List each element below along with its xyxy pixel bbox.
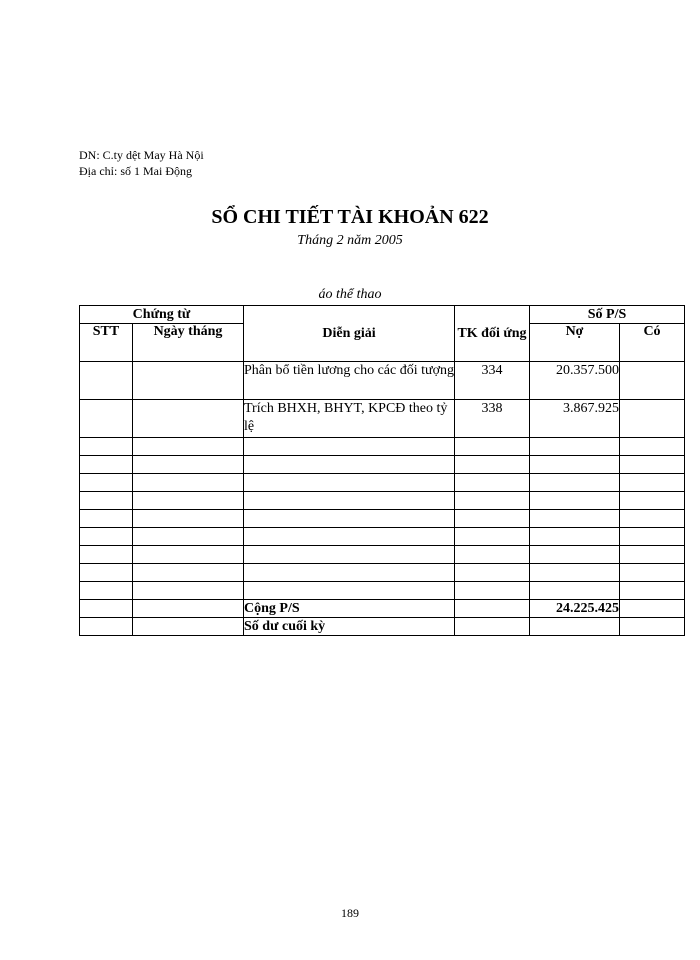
header-co: Có <box>620 324 685 362</box>
empty-row <box>80 492 685 510</box>
product-caption: áo thể thao <box>318 287 382 302</box>
company-name: DN: C.ty dệt May Hà Nội <box>79 148 204 162</box>
header-row-1 <box>80 306 685 324</box>
company-address: Địa chỉ: số 1 Mai Động <box>79 164 192 178</box>
ledger-table <box>79 305 685 636</box>
empty-row <box>80 510 685 528</box>
empty-row <box>80 438 685 456</box>
document-header <box>79 147 204 179</box>
cell-no: 20.357.500 <box>530 362 620 400</box>
header-dien-giai: Diễn giải <box>244 306 455 362</box>
empty-row <box>80 582 685 600</box>
header-so-ps: Số P/S <box>530 306 685 324</box>
closing-balance-row <box>80 618 685 636</box>
cell-no: 3.867.925 <box>530 400 620 438</box>
total-row <box>80 600 685 618</box>
cell-ngay <box>133 400 244 438</box>
header-chung-tu: Chứng từ <box>80 306 244 324</box>
header-ngay-thang: Ngày tháng <box>133 324 244 362</box>
cell-dien-giai: Phân bổ tiền lương cho các đối tượng <box>244 362 455 400</box>
header-stt: STT <box>80 324 133 362</box>
cell-dien-giai: Trích BHXH, BHYT, KPCĐ theo tỷ lệ <box>244 400 455 438</box>
header-tk-doi-ung: TK đối ứng <box>455 306 530 362</box>
table-row <box>80 362 685 400</box>
cell-tk: 334 <box>455 362 530 400</box>
total-no: 24.225.425 <box>530 600 620 618</box>
cell-stt <box>80 362 133 400</box>
empty-row <box>80 564 685 582</box>
cell-ngay <box>133 362 244 400</box>
cell-co <box>620 362 685 400</box>
cell-tk: 338 <box>455 400 530 438</box>
empty-row <box>80 528 685 546</box>
closing-label: Số dư cuối kỳ <box>244 618 455 636</box>
header-no: Nợ <box>530 324 620 362</box>
empty-row <box>80 474 685 492</box>
page-subtitle: Tháng 2 năm 2005 <box>297 233 403 248</box>
table-row <box>80 400 685 438</box>
cell-co <box>620 400 685 438</box>
cell-stt <box>80 400 133 438</box>
empty-row <box>80 546 685 564</box>
page-number: 189 <box>341 906 359 920</box>
page-title: SỔ CHI TIẾT TÀI KHOẢN 622 <box>211 206 489 228</box>
empty-row <box>80 456 685 474</box>
total-label: Cộng P/S <box>244 600 455 618</box>
